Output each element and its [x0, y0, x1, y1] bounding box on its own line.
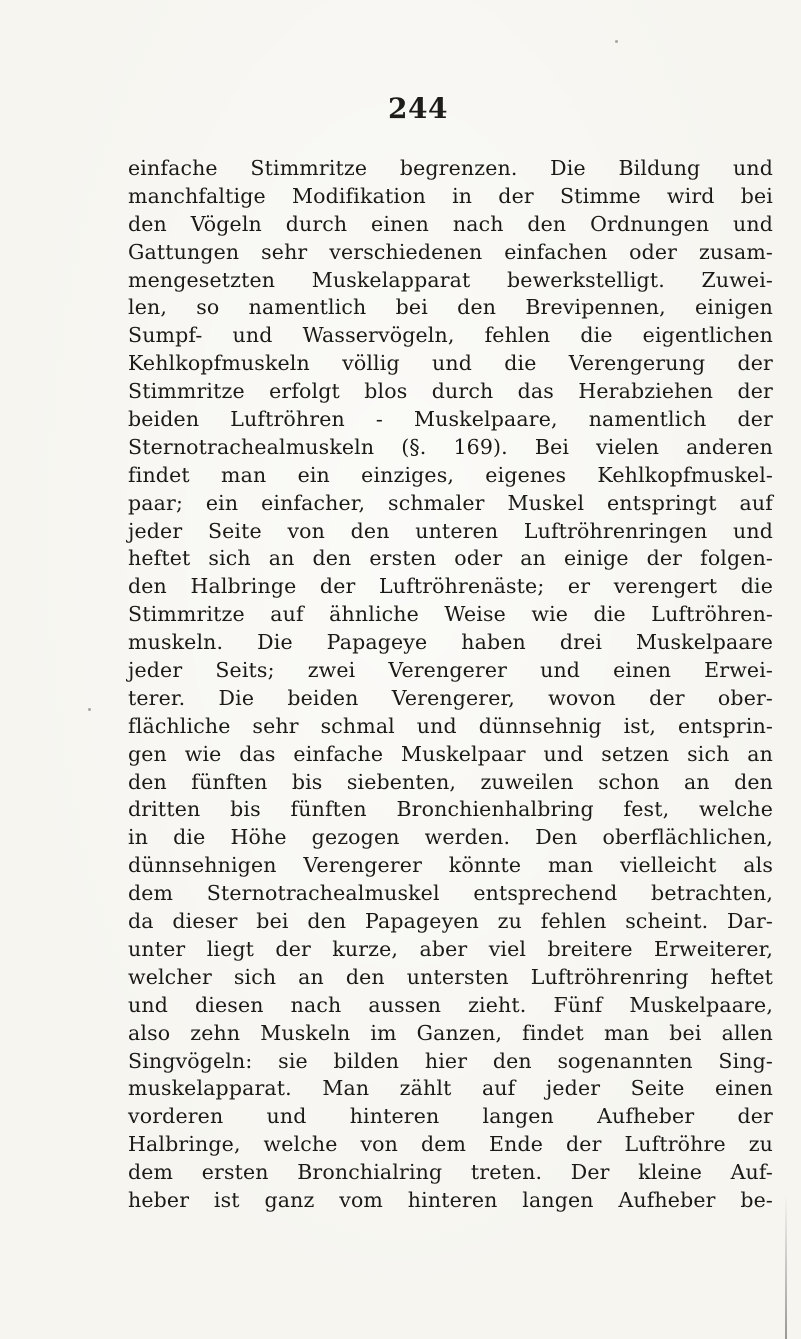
- paper-speck: [88, 708, 91, 711]
- text-line: jeder Seits; zwei Verengerer und einen Erwei-: [128, 658, 773, 683]
- text-line: manchfaltige Modifikation in der Stimme wird bei: [128, 183, 773, 208]
- page-number: 244: [388, 92, 448, 125]
- body-text: [128, 155, 773, 1215]
- text-line: heber ist ganz vom hinteren langen Aufheber be-: [128, 1187, 773, 1212]
- text-line: mengesetzten Muskelapparat bewerkstelligt. Zuwei-: [128, 267, 773, 292]
- text-line: len, so namentlich bei den Brevipennen, einigen: [128, 295, 773, 320]
- text-line: dem Sternotrachealmuskel entsprechend betrachten,: [128, 881, 773, 906]
- text-line: beiden Luftröhren - Muskelpaare, namentlich der: [128, 407, 773, 432]
- text-line: Sternotrachealmuskeln (§. 169). Bei vielen anderen: [128, 434, 773, 459]
- text-line: und diesen nach aussen zieht. Fünf Muskelpaare,: [128, 992, 773, 1017]
- text-line: vorderen und hinteren langen Aufheber der: [128, 1104, 773, 1129]
- text-line: paar; ein einfacher, schmaler Muskel entspringt auf: [128, 490, 773, 515]
- text-line: Gattungen sehr verschiedenen einfachen oder zusam-: [128, 239, 773, 264]
- text-line: den fünften bis siebenten, zuweilen schon an den: [128, 769, 773, 794]
- text-line: also zehn Muskeln im Ganzen, findet man bei allen: [128, 1020, 773, 1045]
- text-line: dünnsehnigen Verengerer könnte man vielleicht als: [128, 853, 773, 878]
- text-line: dem ersten Bronchialring treten. Der kleine Auf-: [128, 1160, 773, 1185]
- text-line: welcher sich an den untersten Luftröhrenring heftet: [128, 964, 773, 989]
- paper-speck: [615, 40, 618, 43]
- text-line: Sumpf- und Wasservögeln, fehlen die eigentlichen: [128, 323, 773, 348]
- text-line: einfache Stimmritze begrenzen. Die Bildung und: [128, 156, 773, 180]
- text-line: Stimmritze erfolgt blos durch das Herabziehen der: [128, 379, 773, 404]
- text-line: Stimmritze auf ähnliche Weise wie die Luftröhren-: [128, 602, 773, 627]
- text-line: unter liegt der kurze, aber viel breitere Erweiterer,: [128, 936, 773, 961]
- text-line: flächliche sehr schmal und dünnsehnig ist, entsprin-: [128, 713, 773, 738]
- text-line: dritten bis fünften Bronchienhalbring fest, welche: [128, 797, 773, 822]
- text-line: Halbringe, welche von dem Ende der Luftröhre zu: [128, 1132, 773, 1157]
- text-line: da dieser bei den Papageyen zu fehlen scheint. Dar-: [128, 909, 773, 934]
- text-line: gen wie das einfache Muskelpaar und setzen sich an: [128, 741, 773, 766]
- text-line: heftet sich an den ersten oder an einige der folgen-: [128, 546, 773, 571]
- text-line: Kehlkopfmuskeln völlig und die Verengerung der: [128, 351, 773, 376]
- text-line: jeder Seite von den unteren Luftröhrenringen und: [128, 518, 773, 543]
- text-line: muskelapparat. Man zählt auf jeder Seite einen: [128, 1076, 773, 1101]
- text-line: in die Höhe gezogen werden. Den oberflächlichen,: [128, 825, 773, 850]
- text-line: den Vögeln durch einen nach den Ordnungen und: [128, 211, 773, 236]
- text-line: muskeln. Die Papageye haben drei Muskelpaare: [128, 630, 773, 655]
- text-line: findet man ein einziges, eigenes Kehlkopfmuskel-: [128, 462, 773, 487]
- text-line: den Halbringe der Luftröhrenäste; er verengert die: [128, 574, 773, 599]
- page-edge-shadow: [785, 1195, 787, 1339]
- text-line: Singvögeln: sie bilden hier den sogenannten Sing-: [128, 1048, 773, 1073]
- text-line: terer. Die beiden Verengerer, wovon der ober-: [128, 685, 773, 710]
